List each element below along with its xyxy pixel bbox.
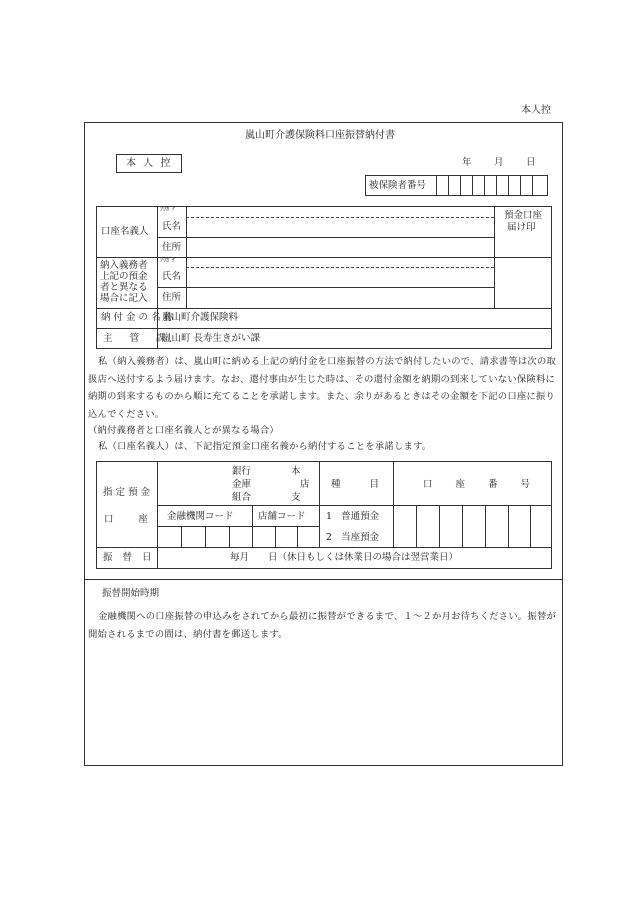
account-label: 口 座 [104, 514, 149, 525]
bank-type-kumiai: 組合 [232, 492, 252, 503]
designated-deposit-label: 指 定 預 金 [103, 487, 151, 498]
date-day: 日 [526, 157, 536, 168]
different-holder-note: （納付義務者と口座名義人とが異なる場合） [88, 425, 279, 436]
branch-type-branch: 支 [291, 492, 301, 503]
bank-type-bank: 銀行 [232, 466, 252, 477]
form-title: 嵐山町介護保険料口座振替納付書 [245, 130, 395, 141]
start-period-text: 金融機関への口座振替の申込みをされてから最初に振替ができるまで、１～２か月お待ちください。振替が開始されるまでの間は、納付書を郵送します。 [88, 611, 557, 640]
seal-label-1: 預金口座 [504, 210, 543, 221]
date-year: 年 [462, 157, 472, 168]
branch-type-store: 店 [300, 479, 310, 490]
department-value: 嵐山町 長寿生きがい課 [162, 333, 261, 344]
payer-label-line: 場合に記入 [100, 293, 148, 304]
date-month: 月 [494, 157, 504, 168]
holder-furigana-label: ﾌﾘｶﾞﾅ [160, 206, 176, 213]
kind-current: 2 当座預金 [326, 532, 380, 543]
payer-label-line: 者と異なる [100, 282, 148, 293]
payment-name-label: 納 付 金 の 名 称 [101, 312, 174, 323]
holder-consent-paragraph: 私（口座名義人）は、下記指定預金口座名義から納付することを承諾します。 [98, 441, 432, 452]
start-period-title: 振替開始時期 [102, 588, 160, 599]
insured-number-label: 被保険者番号 [369, 180, 427, 191]
holder-name-label: 氏名 [162, 221, 182, 232]
holder-address-label: 住所 [162, 242, 182, 253]
payer-label-line: 上記の預金 [100, 271, 148, 282]
branch-type-main: 本 [291, 466, 301, 477]
consent-paragraph: 私（納入義務者）は、嵐山町に納める上記の納付金を口座振替の方法で納付したいので、請求書等は次の取扱店へ送付するよう届けます。なお、還付事由が生じた時は、その還付金額を納期の到来していない保険料に納期の到来するものから順に充てることを承諾します。また、余りがあるときはその金額を下記の口座に振り込んでください。 [88, 356, 557, 420]
section-divider [84, 579, 563, 580]
payer-label-line: 納入義務者 [100, 260, 148, 271]
account-number-label: 口 座 番 号 [423, 479, 531, 490]
payer-address-label: 住所 [162, 292, 182, 303]
bank-code-label: 金融機関コード [167, 511, 234, 522]
payer-name-label: 氏名 [162, 271, 182, 282]
seal-label-2: 届け印 [507, 222, 536, 233]
payment-name-value: 嵐山町介護保険料 [162, 312, 239, 323]
insured-number-divider [436, 175, 437, 196]
bank-type-shinkin: 金庫 [232, 479, 252, 490]
branch-code-label: 店舗コード [258, 511, 306, 522]
kind-label: 種 目 [331, 479, 380, 490]
payer-furigana-label: ﾌﾘｶﾞﾅ [160, 257, 176, 264]
transfer-day-label: 振 替 日 [103, 552, 152, 563]
transfer-day-value: 毎月 日（休日もしくは休業日の場合は翌営業日） [230, 552, 459, 563]
kind-ordinary: 1 普通預金 [326, 511, 380, 522]
corner-label: 本人控 [521, 105, 551, 116]
account-holder-label: 口座名義人 [101, 226, 149, 237]
department-label: 主 管 課 [103, 333, 166, 344]
honnin-label: 本 人 控 [126, 158, 173, 169]
